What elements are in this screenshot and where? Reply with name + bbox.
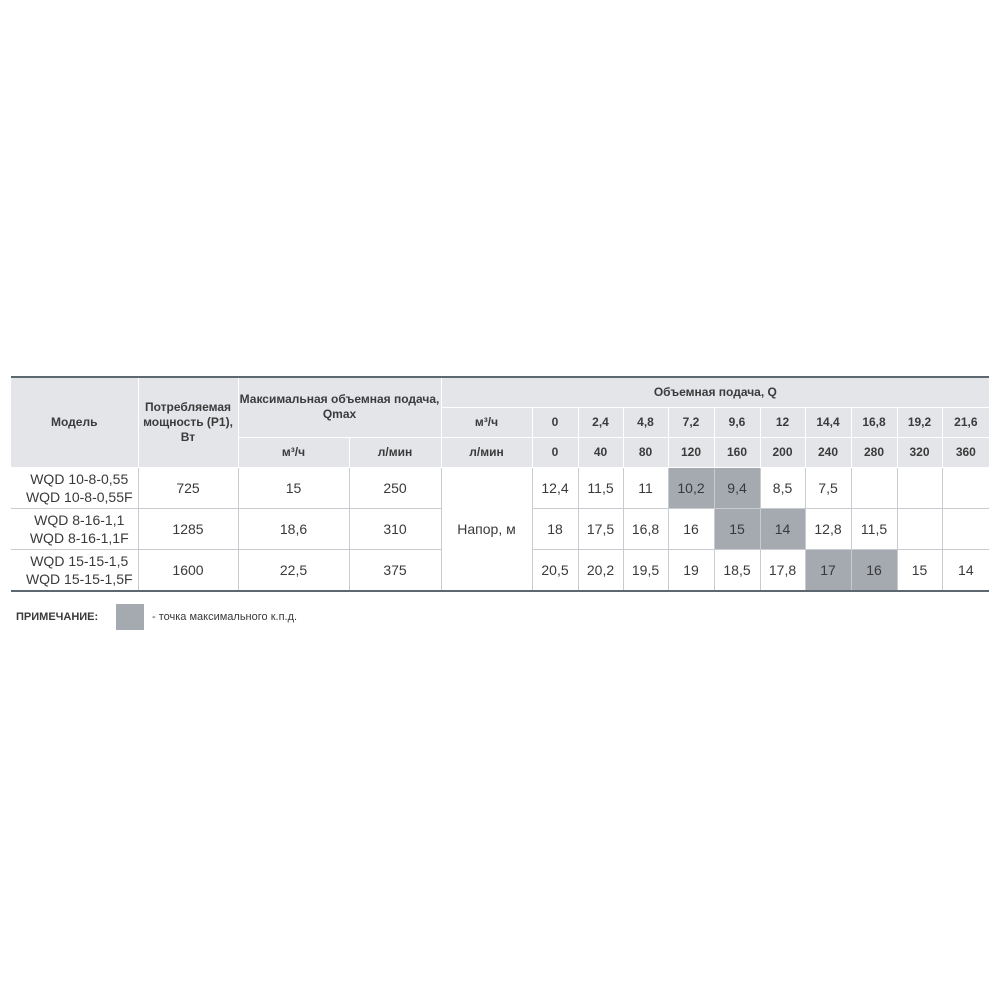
header-flow-lmin: 120	[668, 437, 714, 467]
header-flow-lmin: 240	[805, 437, 851, 467]
model-name: WQD 8-16-1,1	[34, 511, 125, 528]
header-flow-m3h: 7,2	[668, 407, 714, 437]
head-value-cell: 18,5	[714, 549, 760, 591]
head-value-cell: 14	[760, 508, 805, 549]
head-value-cell: 19,5	[623, 549, 668, 591]
head-value-cell: 10,2	[668, 467, 714, 508]
head-value-cell: 17,5	[578, 508, 623, 549]
model-name: WQD 10-8-0,55F	[25, 488, 133, 505]
head-value-cell: 20,2	[578, 549, 623, 591]
head-value-cell: 17,8	[760, 549, 805, 591]
head-value-cell: 15	[714, 508, 760, 549]
model-name: WQD 15-15-1,5F	[25, 570, 133, 587]
head-value-cell: 14	[958, 561, 974, 578]
head-value-cell: 19	[668, 549, 714, 591]
header-flow-group: Объемная подача, Q	[441, 377, 989, 407]
header-flow-lmin: 360	[942, 437, 989, 467]
power-cell: 1600	[138, 549, 238, 591]
head-value-cell	[897, 508, 942, 549]
head-value-cell: 17	[805, 549, 851, 591]
head-value-cell	[851, 467, 897, 508]
note-label: ПРИМЕЧАНИЕ:	[16, 611, 99, 623]
header-flow-lmin: 80	[623, 437, 668, 467]
header-flow-lmin: 0	[532, 437, 578, 467]
header-flow-m3h: 9,6	[714, 407, 760, 437]
head-value-cell: 11,5	[578, 467, 623, 508]
highlight-swatch	[116, 604, 144, 630]
qmax-lmin-cell: 310	[349, 508, 441, 549]
header-flow-lmin: 200	[760, 437, 805, 467]
qmax-m3h-cell: 15	[238, 467, 349, 508]
head-value-cell	[942, 508, 989, 549]
head-label: Напор, м	[441, 467, 532, 591]
header-flow-lmin: 320	[897, 437, 942, 467]
header-flow-m3h: 4,8	[623, 407, 668, 437]
header-flow-m3h: 12	[760, 407, 805, 437]
head-value-cell	[897, 467, 942, 508]
qmax-lmin-cell: 250	[349, 467, 441, 508]
table-row	[11, 467, 989, 508]
model-name: WQD 10-8-0,55	[30, 470, 129, 487]
note-text: - точка максимального к.п.д.	[152, 611, 298, 623]
head-value-cell: 12,8	[805, 508, 851, 549]
head-value-cell: 8,5	[760, 467, 805, 508]
header-flow-m3h: 0	[532, 407, 578, 437]
head-value-cell: 12,4	[532, 467, 578, 508]
header-model: Модель	[11, 377, 138, 467]
head-value-cell: 20,5	[532, 549, 578, 591]
head-value-cell: 16,8	[623, 508, 668, 549]
model-name: WQD 15-15-1,5	[30, 552, 129, 569]
header-flow-m3h: 16,8	[851, 407, 897, 437]
header-unit-lmin: л/мин	[441, 437, 532, 467]
head-value-cell: 11,5	[851, 508, 897, 549]
head-value-cell: 16	[851, 549, 897, 591]
model-name: WQD 8-16-1,1F	[29, 529, 129, 546]
qmax-lmin-cell: 375	[349, 549, 441, 591]
head-value-cell: 7,5	[805, 467, 851, 508]
header-qmax-m3h: м³/ч	[238, 437, 349, 467]
head-value-cell	[942, 467, 989, 508]
header-flow-m3h: 14,4	[805, 407, 851, 437]
pump-spec-table	[11, 376, 989, 592]
head-value-cell: 16	[668, 508, 714, 549]
legend-note	[16, 603, 297, 631]
header-qmax-lmin: л/мин	[349, 437, 441, 467]
head-value-cell: 9,4	[714, 467, 760, 508]
header-flow-lmin: 40	[578, 437, 623, 467]
model-cell	[11, 549, 138, 591]
head-value-cell: 18	[532, 508, 578, 549]
power-cell: 1285	[138, 508, 238, 549]
head-value-cell: 15	[897, 549, 942, 591]
qmax-m3h-cell: 18,6	[238, 508, 349, 549]
header-flow-m3h: 21,6	[942, 407, 989, 437]
header-qmax: Максимальная объемная подача, Qmax	[238, 377, 441, 437]
header-unit-m3h: м³/ч	[441, 407, 532, 437]
header-flow-m3h: 19,2	[897, 407, 942, 437]
header-flow-m3h: 2,4	[578, 407, 623, 437]
qmax-m3h-cell: 22,5	[238, 549, 349, 591]
head-value-cell: 11	[623, 467, 668, 508]
header-flow-lmin: 280	[851, 437, 897, 467]
power-cell: 725	[138, 467, 238, 508]
header-flow-lmin: 160	[714, 437, 760, 467]
model-cell	[11, 508, 138, 549]
model-cell	[11, 467, 138, 508]
header-power: Потребляемая мощность (Р1), Вт	[138, 377, 238, 467]
